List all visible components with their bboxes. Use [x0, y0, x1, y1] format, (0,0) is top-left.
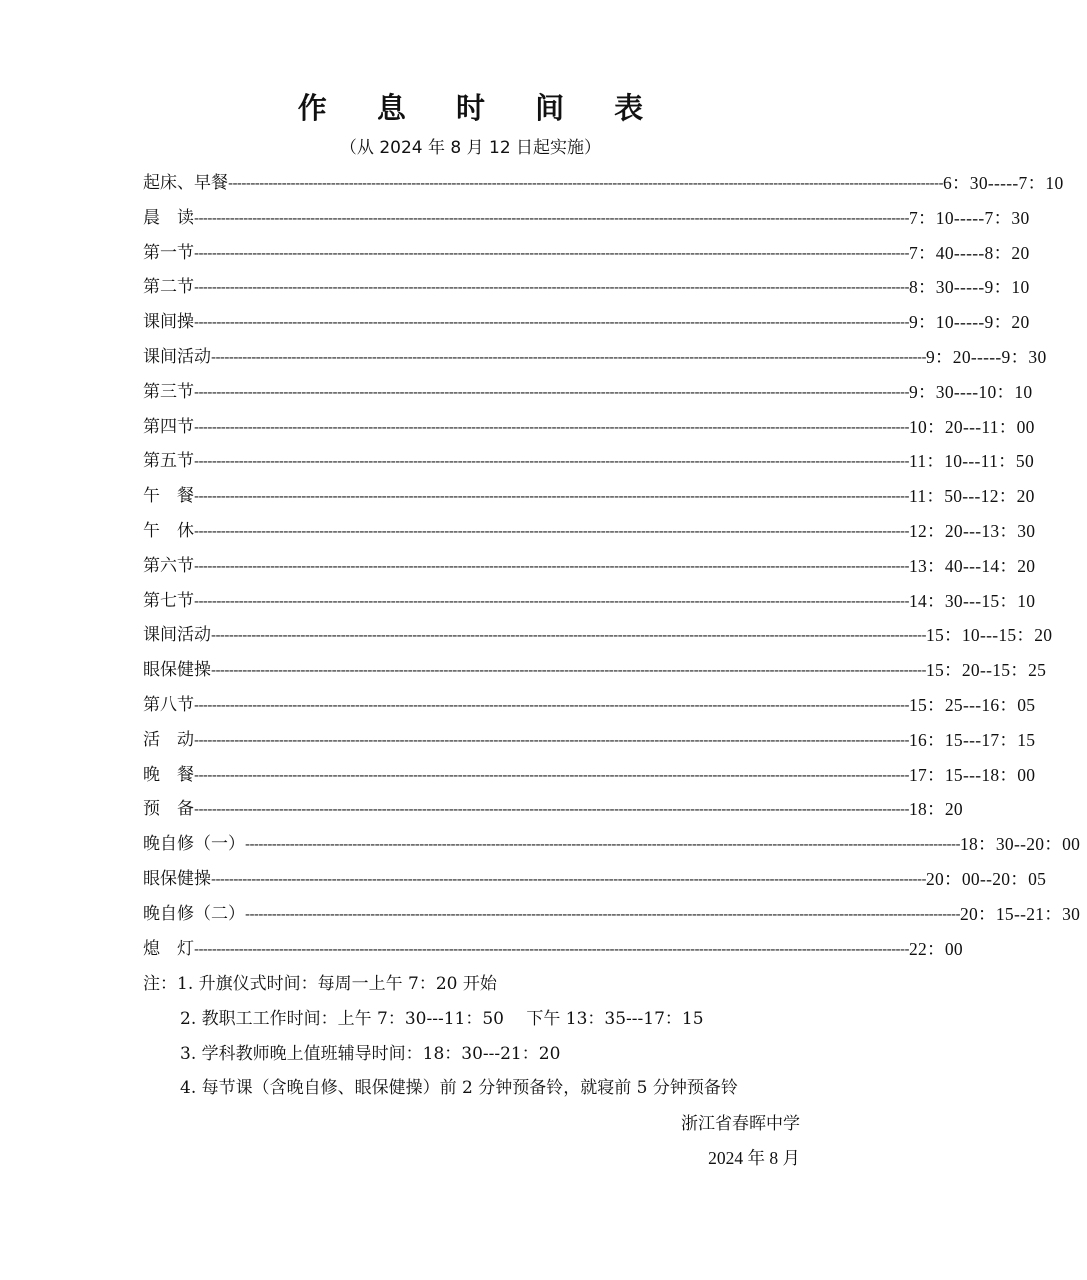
schedule-label: 午 餐: [143, 486, 194, 507]
schedule-label: 第三节: [143, 381, 194, 402]
schedule-label: 起床、早餐: [143, 173, 228, 193]
dot-leader: ----------------------------------------------------------------------------------------------------------------------------------------------------------------: [194, 800, 909, 819]
schedule-time: 9：30----10：10: [908, 381, 1033, 402]
schedule-label: 课间活动: [143, 346, 211, 367]
schedule-label: 晨 读: [143, 207, 194, 228]
schedule-row: [143, 305, 1030, 340]
dot-leader: ----------------------------------------------------------------------------------------------------------------------------------------------------------------: [194, 487, 909, 506]
schedule-time: 15：10---15：20: [925, 625, 1053, 646]
schedule-row: [143, 166, 1064, 201]
schedule-time: 15：25---16：05: [908, 694, 1036, 715]
schedule-label: 课间操: [143, 312, 194, 333]
dot-leader: ----------------------------------------------------------------------------------------------------------------------------------------------------------------: [211, 347, 926, 366]
dot-leader: ----------------------------------------------------------------------------------------------------------------------------------------------------------------: [194, 556, 909, 575]
schedule-time: 10：20---11：00: [908, 416, 1035, 437]
schedule-label: 活 动: [143, 729, 194, 750]
dot-leader: ----------------------------------------------------------------------------------------------------------------------------------------------------------------: [228, 174, 943, 192]
schedule-time: 15：20--15：25: [925, 660, 1047, 681]
schedule-label: 第七节: [143, 590, 194, 611]
dot-leader: ----------------------------------------------------------------------------------------------------------------------------------------------------------------: [194, 313, 909, 332]
dot-leader: ----------------------------------------------------------------------------------------------------------------------------------------------------------------: [194, 730, 909, 749]
schedule-row: [143, 340, 1047, 375]
schedule-label: 课间活动: [143, 625, 211, 646]
schedule-time: 17：15---18：00: [908, 764, 1036, 785]
schedule-time: 7：40-----8：20: [908, 242, 1030, 263]
schedule-time: 20：15--21：30: [959, 903, 1081, 924]
schedule-time: 9：10-----9：20: [908, 312, 1030, 333]
schedule-time: 18：30--20：00: [959, 834, 1081, 855]
dot-leader: ----------------------------------------------------------------------------------------------------------------------------------------------------------------: [194, 521, 909, 540]
note-item: 注：1. 升旗仪式时间：每周一上午 7：20 开始: [143, 974, 497, 994]
dot-leader: ----------------------------------------------------------------------------------------------------------------------------------------------------------------: [245, 904, 960, 923]
schedule-row: [143, 758, 1036, 793]
schedule-time: 8：30-----9：10: [908, 277, 1030, 298]
schedule-label: 晚 餐: [143, 764, 194, 785]
schedule-row: [143, 792, 963, 827]
schedule-label: 第二节: [143, 277, 194, 298]
schedule-row: [143, 201, 1030, 236]
schedule-time: 13：40---14：20: [908, 555, 1036, 576]
schedule-label: 第八节: [143, 694, 194, 715]
schedule-row: [143, 514, 1036, 549]
dot-leader: ----------------------------------------------------------------------------------------------------------------------------------------------------------------: [194, 452, 909, 471]
dot-leader: ----------------------------------------------------------------------------------------------------------------------------------------------------------------: [194, 417, 909, 436]
dot-leader: ----------------------------------------------------------------------------------------------------------------------------------------------------------------: [194, 695, 909, 714]
schedule-label: 第四节: [143, 416, 194, 437]
schedule-list: [143, 166, 1081, 966]
schedule-time: 14：30---15：10: [908, 590, 1036, 611]
schedule-label: 第一节: [143, 242, 194, 263]
schedule-label: 预 备: [143, 799, 194, 820]
school-name: 浙江省春晖中学: [681, 1114, 800, 1134]
schedule-time: 9：20-----9：30: [925, 346, 1047, 367]
dot-leader: ----------------------------------------------------------------------------------------------------------------------------------------------------------------: [211, 869, 926, 888]
schedule-label: 晚自修（二）: [143, 903, 245, 924]
dot-leader: ----------------------------------------------------------------------------------------------------------------------------------------------------------------: [194, 243, 909, 262]
schedule-row: [143, 444, 1035, 479]
schedule-time: 7：10-----7：30: [908, 207, 1030, 228]
schedule-label: 第五节: [143, 451, 194, 472]
dot-leader: ----------------------------------------------------------------------------------------------------------------------------------------------------------------: [194, 208, 909, 227]
schedule-label: 眼保健操: [143, 868, 211, 889]
schedule-row: [143, 375, 1033, 410]
note-item: 2. 教职工工作时间：上午 7：30---11：50 下午 13：35---17：15: [180, 1008, 704, 1029]
schedule-row: [143, 410, 1035, 445]
schedule-label: 眼保健操: [143, 660, 211, 681]
schedule-time: 11：10---11：50: [908, 451, 1035, 472]
note-item: 3. 学科教师晚上值班辅导时间：18：30---21：20: [180, 1043, 561, 1064]
schedule-row: [143, 688, 1036, 723]
schedule-label: 午 休: [143, 520, 194, 541]
schedule-row: [143, 618, 1053, 653]
schedule-time: 6：30-----7：10: [942, 173, 1064, 193]
issue-date: 2024 年 8 月: [708, 1148, 800, 1168]
schedule-label: 第六节: [143, 555, 194, 576]
schedule-time: 22：00: [908, 938, 963, 959]
schedule-row: [143, 236, 1030, 271]
schedule-row: [143, 653, 1047, 688]
schedule-time: 20：00--20：05: [925, 868, 1047, 889]
note-item: 4. 每节课（含晚自修、眼保健操）前 2 分钟预备铃，就寝前 5 分钟预备铃: [180, 1078, 738, 1099]
schedule-label: 熄 灯: [143, 938, 194, 959]
schedule-row: [143, 862, 1047, 897]
dot-leader: ----------------------------------------------------------------------------------------------------------------------------------------------------------------: [245, 835, 960, 854]
page-title: 作 息 时 间 表: [297, 91, 664, 125]
schedule-time: 18：20: [908, 799, 963, 820]
schedule-row: [143, 932, 963, 967]
dot-leader: ----------------------------------------------------------------------------------------------------------------------------------------------------------------: [194, 382, 909, 401]
schedule-row: [143, 584, 1036, 619]
schedule-time: 11：50---12：20: [908, 486, 1035, 507]
schedule-time: 16：15---17：15: [908, 729, 1036, 750]
page-subtitle: （从 2024 年 8 月 12 日起实施）: [339, 138, 602, 158]
schedule-row: [143, 723, 1036, 758]
dot-leader: ----------------------------------------------------------------------------------------------------------------------------------------------------------------: [211, 661, 926, 680]
schedule-row: [143, 827, 1081, 862]
schedule-time: 12：20---13：30: [908, 520, 1036, 541]
dot-leader: ----------------------------------------------------------------------------------------------------------------------------------------------------------------: [194, 939, 909, 958]
dot-leader: ----------------------------------------------------------------------------------------------------------------------------------------------------------------: [194, 278, 909, 297]
schedule-row: [143, 897, 1081, 932]
schedule-label: 晚自修（一）: [143, 834, 245, 855]
schedule-row: [143, 479, 1035, 514]
notes-section: [143, 967, 813, 1106]
schedule-row: [143, 549, 1036, 584]
dot-leader: ----------------------------------------------------------------------------------------------------------------------------------------------------------------: [211, 626, 926, 645]
schedule-row: [143, 270, 1030, 305]
dot-leader: ----------------------------------------------------------------------------------------------------------------------------------------------------------------: [194, 591, 909, 610]
dot-leader: ----------------------------------------------------------------------------------------------------------------------------------------------------------------: [194, 765, 909, 784]
